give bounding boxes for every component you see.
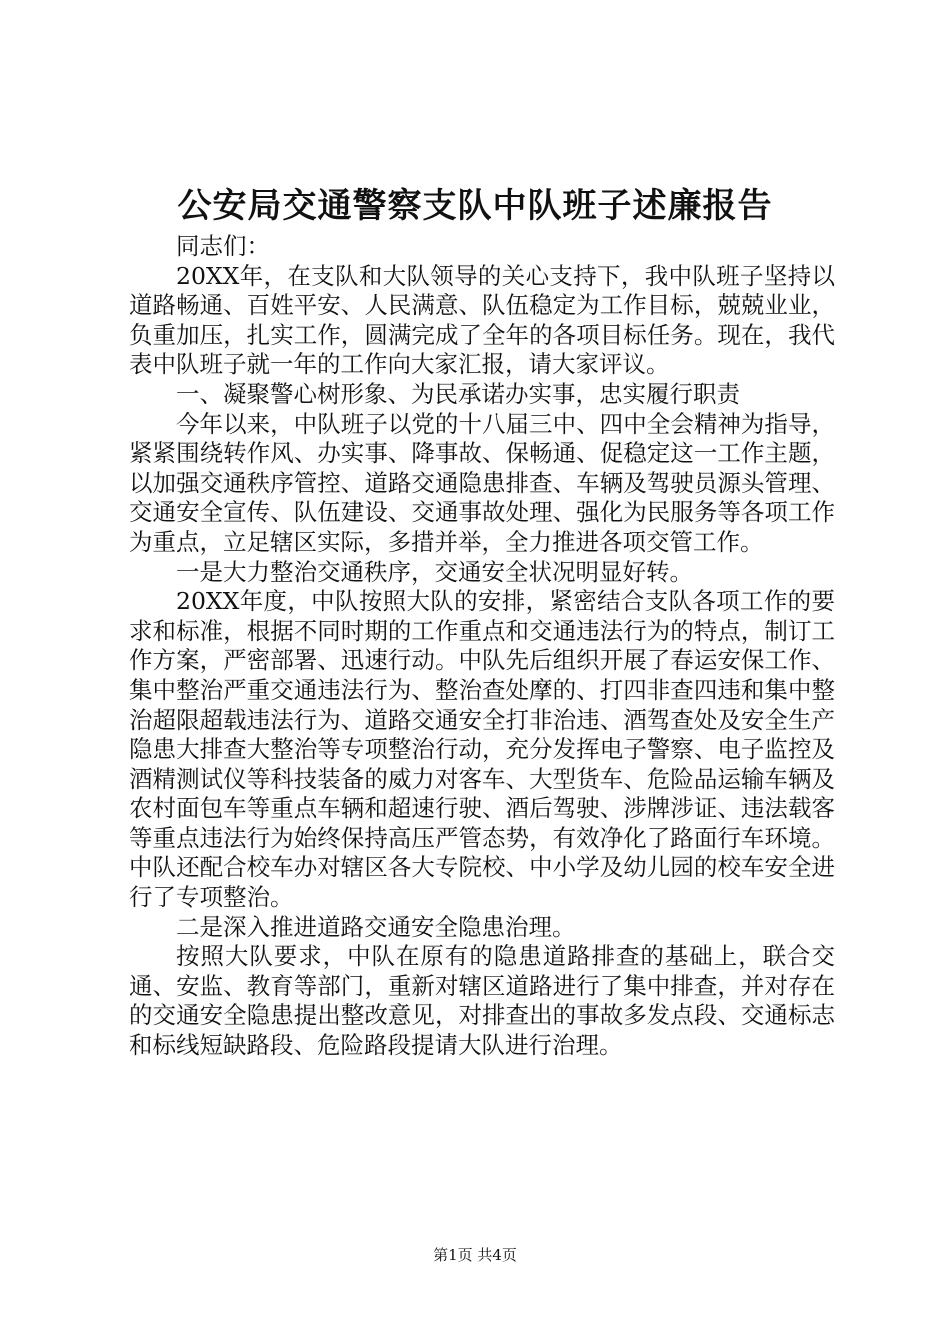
subsection-heading-1: 一是大力整治交通秩序，交通安全状况明显好转。 xyxy=(176,557,693,586)
salutation-paragraph: 同志们： xyxy=(176,232,270,260)
body-paragraph: 按照大队要求，中队在原有的隐患道路排查的基础上，联合交通、安监、教育等部门，重新对辖区道路进行了集中排查，并对存在的交通安全隐患提出整改意见，对排查出的事故多发点段、交通标志和标线短缺路段、危险路段提请大队进行治理。 xyxy=(129,942,835,1060)
body-paragraph: 今年以来，中队班子以党的十八届三中、四中全会精神为指导，紧紧围绕转作风、办实事、降事故、保畅通、促稳定这一工作主题，以加强交通秩序管控、道路交通隐患排查、车辆及驾驶员源头管理、交通安全宣传、队伍建设、交通事故处理、强化为民服务等各项工作为重点，立足辖区实际，多措并举，全力推进各项交管工作。 xyxy=(129,409,835,556)
body-paragraph: 20XX年度，中队按照大队的安排，紧密结合支队各项工作的要求和标准，根据不同时期的工作重点和交通违法行为的特点，制订工作方案，严密部署、迅速行动。中队先后组织开展了春运安保工作、集中整治严重交通违法行为、整治查处摩的、打四非查四违和集中整治超限超载违法行为、道路交通安全打非治违、酒驾查处及安全生产隐患大排查大整治等专项整治行动，充分发挥电子警察、电子监控及酒精测试仪等科技装备的威力对客车、大型货车、危险品运输车辆及农村面包车等重点车辆和超速行驶、酒后驾驶、涉牌涉证、违法载客等重点违法行为始终保持高压严管态势，有效净化了路面行车环境。中队还配合校车办对辖区各大专院校、中小学及幼儿园的校车安全进行了专项整治。 xyxy=(129,587,835,912)
subsection-heading-2: 二是深入推进道路交通安全隐患治理。 xyxy=(176,912,576,941)
section-heading-1: 一、凝聚警心树形象、为民承诺办实事，忠实履行职责 xyxy=(176,379,740,408)
intro-paragraph: 20XX年，在支队和大队领导的关心支持下，我中队班子坚持以道路畅通、百姓平安、人民满意、队伍稳定为工作目标，兢兢业业，负重加压，扎实工作，圆满完成了全年的各项目标任务。现在，我代表中队班子就一年的工作向大家汇报，请大家评议。 xyxy=(129,261,835,379)
page-number-footer: 第1页 共4页 xyxy=(433,1246,517,1264)
document-body xyxy=(129,232,835,1061)
document-title: 公安局交通警察支队中队班子述廉报告 xyxy=(177,186,773,226)
